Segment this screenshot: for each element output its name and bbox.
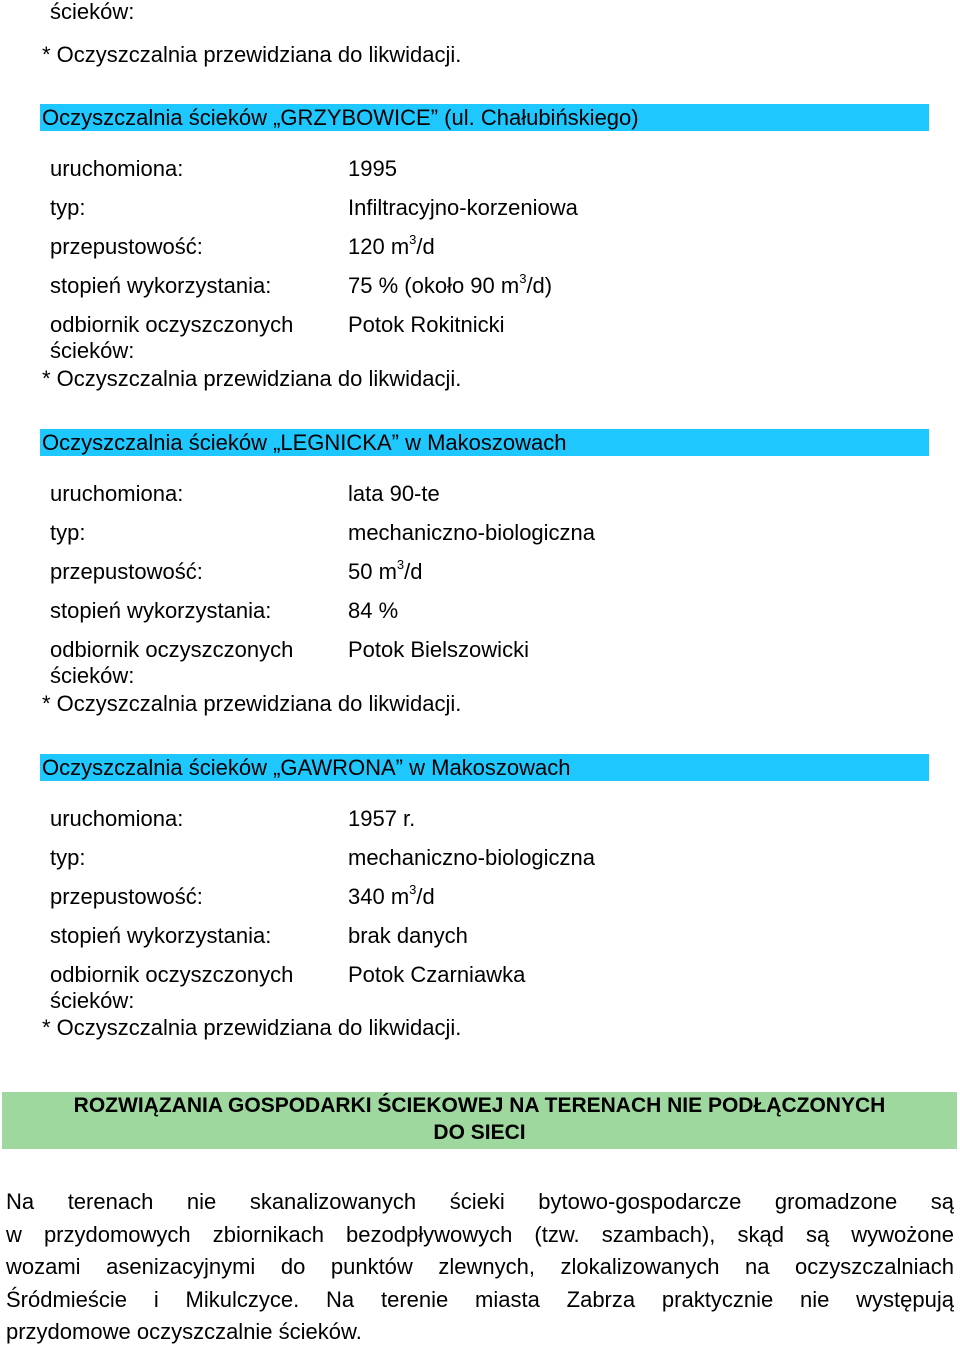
value-stopien: 84 % bbox=[348, 598, 399, 623]
liquidation-note: * Oczyszczalnia przewidziana do likwidacji. bbox=[42, 1015, 462, 1040]
chapter-heading-line-1: ROZWIĄZANIA GOSPODARKI ŚCIEKOWEJ NA TERENACH NIE PODŁĄCZONYCH bbox=[73, 1094, 886, 1117]
label-stopien: stopień wykorzystania: bbox=[50, 923, 272, 948]
value-stopien: brak danych bbox=[348, 923, 468, 948]
section-title-bar bbox=[40, 104, 929, 131]
value-typ: Infiltracyjno-korzeniowa bbox=[348, 195, 578, 220]
label-typ: typ: bbox=[50, 845, 86, 870]
label-odbiornik: odbiornik oczyszczonych bbox=[50, 312, 294, 337]
value-odbiornik: Potok Rokitnicki bbox=[348, 312, 505, 337]
label-typ: typ: bbox=[50, 195, 86, 220]
label-odbiornik: odbiornik oczyszczonych bbox=[50, 962, 294, 987]
label-przepustowosc: przepustowość: bbox=[50, 559, 203, 584]
section-title-bar bbox=[40, 754, 929, 781]
chapter-heading-line-2: DO SIECI bbox=[433, 1121, 526, 1144]
section-title: Oczyszczalnia ścieków „LEGNICKA” w Makoszowach bbox=[42, 430, 567, 455]
value-typ: mechaniczno-biologiczna bbox=[348, 520, 596, 545]
label-odbiornik-cont: ścieków: bbox=[50, 663, 135, 688]
paragraph-line: przydomowe oczyszczalnie ścieków. bbox=[6, 1319, 362, 1345]
label-stopien: stopień wykorzystania: bbox=[50, 273, 272, 298]
label-odbiornik: odbiornik oczyszczonych bbox=[50, 637, 294, 662]
paragraph-line: Śródmieście i Mikulczyce. Na terenie miasta Zabrza praktycznie nie występują bbox=[6, 1286, 954, 1312]
value-uruchomiona: lata 90-te bbox=[348, 481, 440, 506]
label-odbiornik-cont: ścieków: bbox=[50, 338, 135, 363]
liquidation-note: * Oczyszczalnia przewidziana do likwidacji. bbox=[42, 691, 462, 716]
section-title-bar bbox=[40, 429, 929, 456]
section-title: Oczyszczalnia ścieków „GRZYBOWICE” (ul. Chałubińskiego) bbox=[42, 105, 639, 130]
label-stopien: stopień wykorzystania: bbox=[50, 598, 272, 623]
label-przepustowosc: przepustowość: bbox=[50, 884, 203, 909]
label-typ: typ: bbox=[50, 520, 86, 545]
liquidation-note: * Oczyszczalnia przewidziana do likwidacji. bbox=[42, 366, 462, 391]
value-przepustowosc: 120 $m^3/d$ bbox=[348, 231, 435, 259]
label-uruchomiona: uruchomiona: bbox=[50, 156, 184, 181]
value-typ: mechaniczno-biologiczna bbox=[348, 845, 596, 870]
value-przepustowosc: 340 $m^3/d$ bbox=[348, 881, 435, 909]
top-fragment-text: ścieków: bbox=[50, 0, 135, 24]
value-uruchomiona: 1995 bbox=[348, 156, 397, 181]
chapter-heading-bar bbox=[2, 1092, 957, 1149]
label-uruchomiona: uruchomiona: bbox=[50, 481, 184, 506]
paragraph-line: wozami asenizacyjnymi do punktów zlewnych, zlokalizowanych na oczyszczalniach bbox=[6, 1254, 954, 1280]
value-odbiornik: Potok Bielszowicki bbox=[348, 637, 529, 662]
label-odbiornik-cont: ścieków: bbox=[50, 988, 135, 1013]
section-title: Oczyszczalnia ścieków „GAWRONA” w Makoszowach bbox=[42, 755, 571, 780]
value-uruchomiona: 1957 r. bbox=[348, 806, 416, 831]
value-odbiornik: Potok Czarniawka bbox=[348, 962, 526, 987]
label-przepustowosc: przepustowość: bbox=[50, 234, 203, 259]
body-paragraph bbox=[6, 1186, 954, 1349]
paragraph-line: Na terenach nie skanalizowanych ścieki bytowo-gospodarcze gromadzone są bbox=[6, 1189, 954, 1214]
top-liquidation-note: * Oczyszczalnia przewidziana do likwidacji. bbox=[42, 42, 462, 67]
paragraph-line: w przydomowych zbiornikach bezodpływowych (tzw. szambach), skąd są wywożone bbox=[6, 1221, 954, 1247]
value-przepustowosc: 50 $m^3/d$ bbox=[348, 556, 423, 584]
label-uruchomiona: uruchomiona: bbox=[50, 806, 184, 831]
value-stopien: 75 % (około 90 $m^3/d$) bbox=[348, 270, 553, 298]
